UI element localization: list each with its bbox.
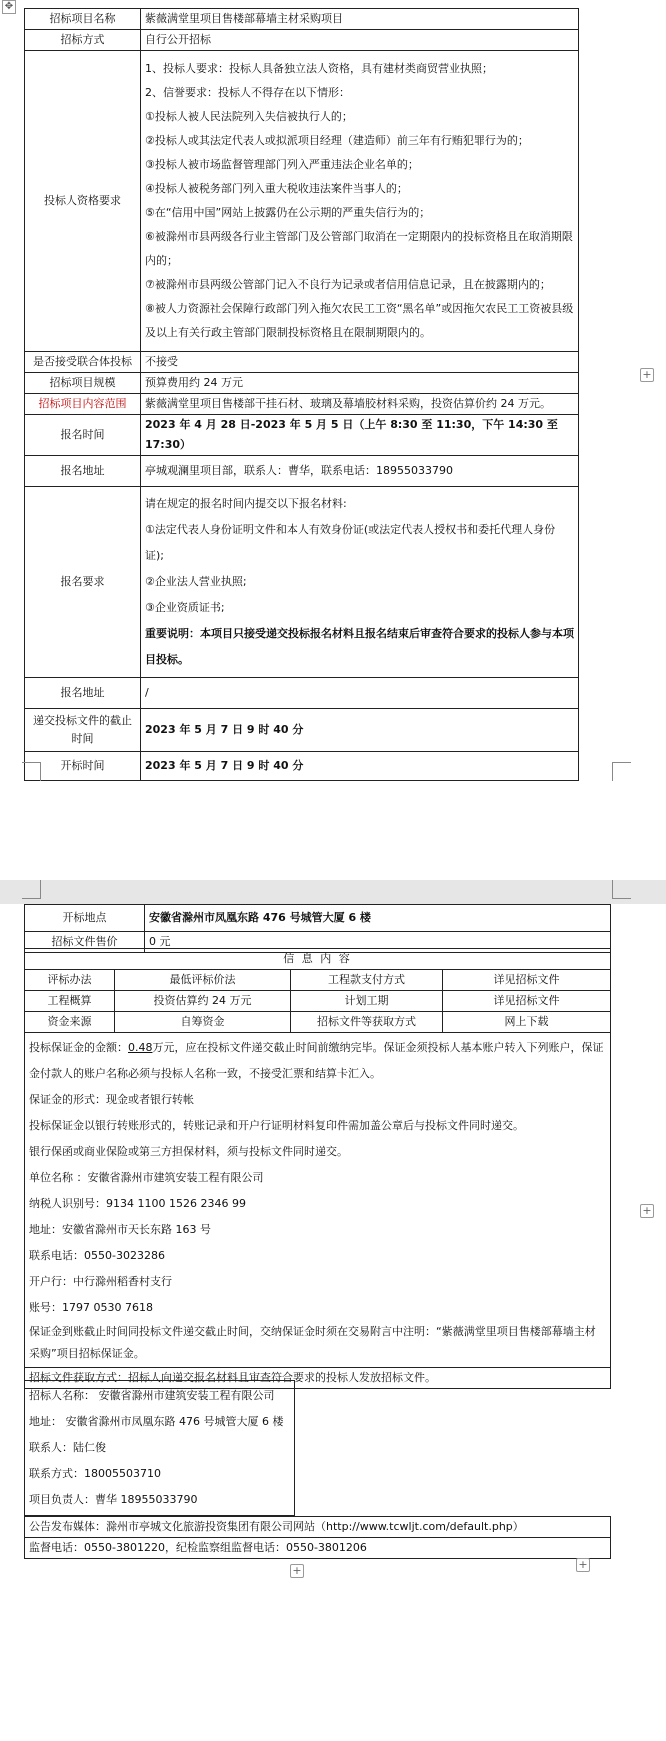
info-cell: 投资估算约 24 万元 — [115, 991, 291, 1012]
open-time-label: 开标时间 — [25, 752, 141, 781]
table-row — [25, 373, 579, 394]
open-time-value: 2023 年 5 月 7 日 9 时 40 分 — [141, 752, 579, 781]
page-corner-mark — [612, 880, 631, 899]
contact-line: 招标人名称： 安徽省滁州市建筑安装工程有限公司 — [29, 1389, 275, 1402]
info-cell: 资金来源 — [25, 1012, 115, 1033]
deposit-line: 联系电话：0550-3023286 — [29, 1249, 165, 1262]
table-row — [25, 709, 579, 752]
info-cell: 评标办法 — [25, 970, 115, 991]
reg-time-label: 报名时间 — [25, 415, 141, 456]
consortium-value: 不接受 — [141, 352, 579, 373]
obtain-method: 招标文件获取方式：招标人向递交报名材料且审查符合要求的投标人发放招标文件。 — [25, 1368, 611, 1389]
info-cell: 详见招标文件 — [443, 991, 611, 1012]
info-cell: 计划工期 — [291, 991, 443, 1012]
deposit-line: 纳税人识别号：9134 1100 1526 2346 99 — [29, 1197, 246, 1210]
scale-value: 预算费用约 24 万元 — [141, 373, 579, 394]
qualification-line: ⑦被滁州市县两级公管部门记入不良行为记录或者信用信息记录，且在披露期内的； — [145, 278, 551, 291]
table-row — [25, 394, 579, 415]
table-row — [25, 415, 579, 456]
reg-req-line: ③企业资质证书; — [145, 601, 225, 614]
info-cell: 工程款支付方式 — [291, 970, 443, 991]
tender-info-table — [24, 8, 579, 781]
reg-addr-value: 亭城观澜里项目部，联系人：曹华，联系电话：18955033790 — [141, 456, 579, 487]
table-move-handle-icon[interactable]: ✥ — [2, 0, 16, 14]
page-corner-mark — [22, 880, 41, 899]
reg-addr2-label: 报名地址 — [25, 678, 141, 709]
deposit-line: 账号：1797 0530 7618 — [29, 1301, 153, 1314]
info-cell: 最低评标价法 — [115, 970, 291, 991]
contact-line: 项目负责人：曹华 18955033790 — [29, 1493, 198, 1506]
consortium-label: 是否接受联合体投标 — [25, 352, 141, 373]
table-row — [25, 30, 579, 51]
project-name-label: 招标项目名称 — [25, 9, 141, 30]
page-corner-mark — [22, 762, 41, 781]
table-row — [25, 1033, 611, 1368]
table-row — [25, 1538, 611, 1559]
page-separator — [0, 880, 666, 904]
project-name-value: 紫薇满堂里项目售楼部幕墙主材采购项目 — [141, 9, 579, 30]
reg-addr2-value: / — [141, 678, 579, 709]
add-row-plus-icon[interactable]: + — [640, 368, 654, 382]
table-row — [25, 1012, 611, 1033]
contact-table — [24, 1380, 585, 1516]
price-label: 招标文件售价 — [25, 932, 145, 953]
qualification-line: ⑤在“信用中国”网站上披露仍在公示期的严重失信行为的； — [145, 206, 431, 219]
table-row — [25, 949, 611, 970]
table-row — [25, 456, 579, 487]
tender-method-label: 招标方式 — [25, 30, 141, 51]
media-line: 公告发布媒体：滁州市亭城文化旅游投资集团有限公司网站（http://www.tcwljt.com/default.php） — [25, 1517, 611, 1538]
scale-label: 招标项目规模 — [25, 373, 141, 394]
table-row — [25, 905, 611, 932]
table-row — [25, 991, 611, 1012]
open-info-table — [24, 904, 611, 953]
open-place-label: 开标地点 — [25, 905, 145, 932]
contact-line: 地址： 安徽省滁州市凤凰东路 476 号城管大厦 6 楼 — [29, 1415, 284, 1428]
deposit-last-line: 保证金到账截止时间同投标文件递交截止时间，交纳保证金时须在交易附言中注明：“紫薇满堂里项目售楼部幕墙主材采购”项目招标保证金。 — [29, 1325, 596, 1360]
qualification-line: ②投标人或其法定代表人或拟派项目经理（建造师）前三年有行贿犯罪行为的； — [145, 134, 529, 147]
qualification-line: ⑥被滁州市县两级各行业主管部门及公管部门取消在一定期限内的投标资格且在取消期限内的； — [145, 230, 573, 267]
info-cell: 网上下载 — [443, 1012, 611, 1033]
reg-req-label: 报名要求 — [25, 487, 141, 678]
price-value: 0 元 — [145, 932, 611, 953]
deposit-line: 投标保证金以银行转账形式的，转账记录和开户行证明材料复印件需加盖公章后与投标文件同时递交。 — [29, 1119, 524, 1132]
info-cell: 工程概算 — [25, 991, 115, 1012]
table-row — [25, 1517, 611, 1538]
media-table — [24, 1516, 611, 1559]
table-row — [25, 487, 579, 678]
qualification-line: ①投标人被人民法院列入失信被执行人的； — [145, 110, 353, 123]
table-row — [25, 352, 579, 373]
add-row-plus-icon[interactable]: + — [290, 1564, 304, 1578]
qualification-line: ⑧被人力资源社会保障行政部门列入拖欠农民工工资“黑名单”或因拖欠农民工工资被县级及以上有关行政主管部门限制投标资格且在限制期限内的。 — [145, 302, 574, 339]
open-place-value: 安徽省滁州市凤凰东路 476 号城管大厦 6 楼 — [145, 905, 611, 932]
deposit-line: 开户行：中行滁州稻香村支行 — [29, 1275, 172, 1288]
add-row-plus-icon[interactable]: + — [640, 1204, 654, 1218]
info-cell: 详见招标文件 — [443, 970, 611, 991]
qualification-line: ④投标人被税务部门列入重大税收违法案件当事人的； — [145, 182, 408, 195]
qualification-label: 投标人资格要求 — [25, 51, 141, 352]
supervise-line: 监督电话：0550-3801220，纪检监察组监督电话：0550-3801206 — [25, 1538, 611, 1559]
reg-addr-label: 报名地址 — [25, 456, 141, 487]
reg-req-line: ①法定代表人身份证明文件和本人有效身份证(或法定代表人授权书和委托代理人身份证); — [145, 523, 556, 562]
resize-handle-icon[interactable]: + — [576, 1558, 590, 1572]
deadline-label: 递交投标文件的截止时间 — [25, 709, 141, 752]
deposit-block — [25, 1033, 611, 1368]
scope-value: 紫薇满堂里项目售楼部干挂石材、玻璃及幕墙胶材料采购，投资估算价约 24 万元。 — [141, 394, 579, 415]
deposit-line: 单位名称 ：安徽省滁州市建筑安装工程有限公司 — [29, 1171, 264, 1184]
contact-line: 联系方式：18005503710 — [29, 1467, 161, 1480]
qualification-line: 1、投标人要求：投标人具备独立法人资格，具有建材类商贸营业执照； — [145, 62, 493, 75]
qualification-value — [141, 51, 579, 352]
table-row — [25, 1381, 585, 1516]
reg-req-line: 请在规定的报名时间内提交以下报名材料: — [145, 497, 347, 510]
reg-time-value: 2023 年 4 月 28 日-2023 年 5 月 5 日（上午 8:30 至 11:30，下午 14:30 至 17:30） — [141, 415, 579, 456]
deposit-amount-prefix: 投标保证金的金额： — [29, 1041, 128, 1054]
scope-label: 招标项目内容范围 — [25, 394, 141, 415]
deposit-line: 保证金的形式：现金或者银行转帐 — [29, 1093, 194, 1106]
info-cell: 招标文件等获取方式 — [291, 1012, 443, 1033]
page-corner-mark — [612, 762, 631, 781]
table-row — [25, 752, 579, 781]
table-row — [25, 678, 579, 709]
deposit-amount-suffix: 万元，应在投标文件递交截止时间前缴纳完毕。保证金须投标人基本账户转入下列账户，保证金付款人的账户名称必须与投标人名称一致，不接受汇票和结算卡汇入。 — [29, 1041, 604, 1080]
info-content-table — [24, 948, 611, 1033]
deadline-value: 2023 年 5 月 7 日 9 时 40 分 — [141, 709, 579, 752]
table-row — [25, 970, 611, 991]
table-row — [25, 9, 579, 30]
contact-empty — [295, 1381, 585, 1516]
qualification-line: ③投标人被市场监督管理部门列入严重违法企业名单的； — [145, 158, 419, 171]
document-page-2 — [0, 904, 666, 1741]
deposit-amount-para — [29, 1035, 606, 1087]
tender-method-value: 自行公开招标 — [141, 30, 579, 51]
info-cell: 自筹资金 — [115, 1012, 291, 1033]
deposit-table — [24, 1032, 611, 1389]
reg-req-line: ②企业法人营业执照; — [145, 575, 247, 588]
deposit-line: 银行保函或商业保险或第三方担保材料，须与投标文件同时递交。 — [29, 1145, 348, 1158]
contact-block — [25, 1381, 295, 1516]
contact-line: 联系人：陆仁俊 — [29, 1441, 106, 1454]
deposit-line: 地址：安徽省滁州市天长东路 163 号 — [29, 1223, 211, 1236]
reg-req-value — [141, 487, 579, 678]
important-note: 重要说明：本项目只接受递交投标报名材料且报名结束后审查符合要求的投标人参与本项目投标。 — [145, 627, 574, 666]
table-row — [25, 51, 579, 352]
deposit-amount: 0.48 — [128, 1041, 153, 1054]
qualification-line: 2、信誉要求：投标人不得存在以下情形： — [145, 86, 350, 99]
info-header: 信 息 内 容 — [25, 949, 611, 970]
